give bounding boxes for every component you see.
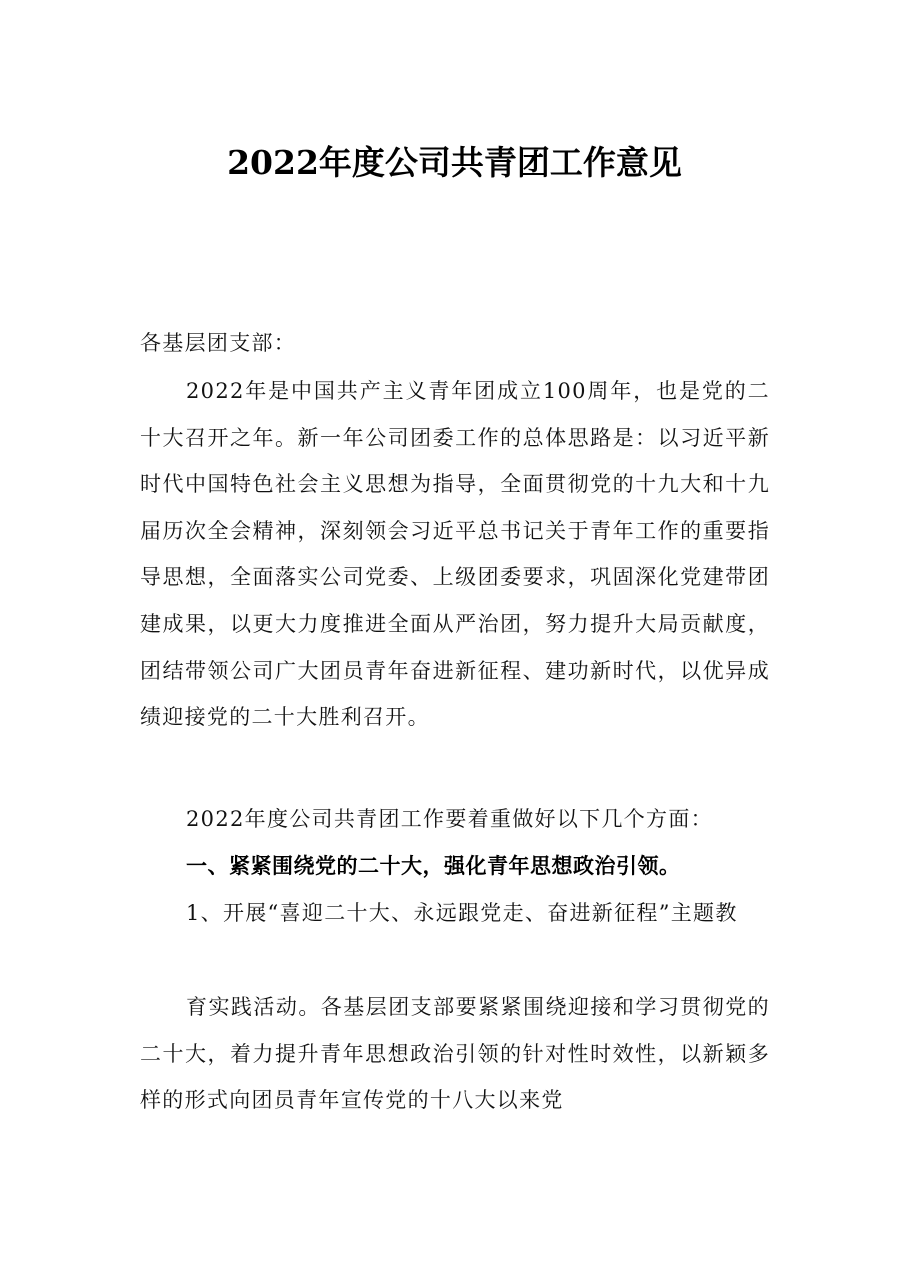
document-title: 2022年度公司共青团工作意见 (227, 143, 682, 182)
paragraph-body: 育实践活动。各基层团支部要紧紧围绕迎接和学习贯彻党的二十大，着力提升青年思想政治引领的针对性时效性，以新颖多样的形式向团员青年宣传党的十八大以来党 (140, 995, 770, 1113)
paragraph-intro: 2022年是中国共产主义青年团成立100周年，也是党的二十大召开之年。新一年公司团委工作的总体思路是：以习近平新时代中国特色社会主义思想为指导，全面贯彻党的十九大和十九届历次全会精神，深刻领会习近平总书记关于青年工作的重要指导思想，全面落实公司党委、上级团委要求，巩固深化党建带团建成果，以更大力度推进全面从严治团，努力提升大局贡献度，团结带领公司广大团员青年奋进新征程、建功新时代，以优异成绩迎接党的二十大胜利召开。 (140, 379, 770, 730)
paragraph-summary: 2022年度公司共青团工作要着重做好以下几个方面： (186, 807, 713, 831)
salutation: 各基层团支部： (140, 331, 297, 355)
section-heading-1: 一、紧紧围绕党的二十大，强化青年思想政治引领。 (186, 854, 681, 878)
list-item-1: 1、开展“喜迎二十大、永远跟党走、奋进新征程”主题教 (186, 901, 738, 925)
